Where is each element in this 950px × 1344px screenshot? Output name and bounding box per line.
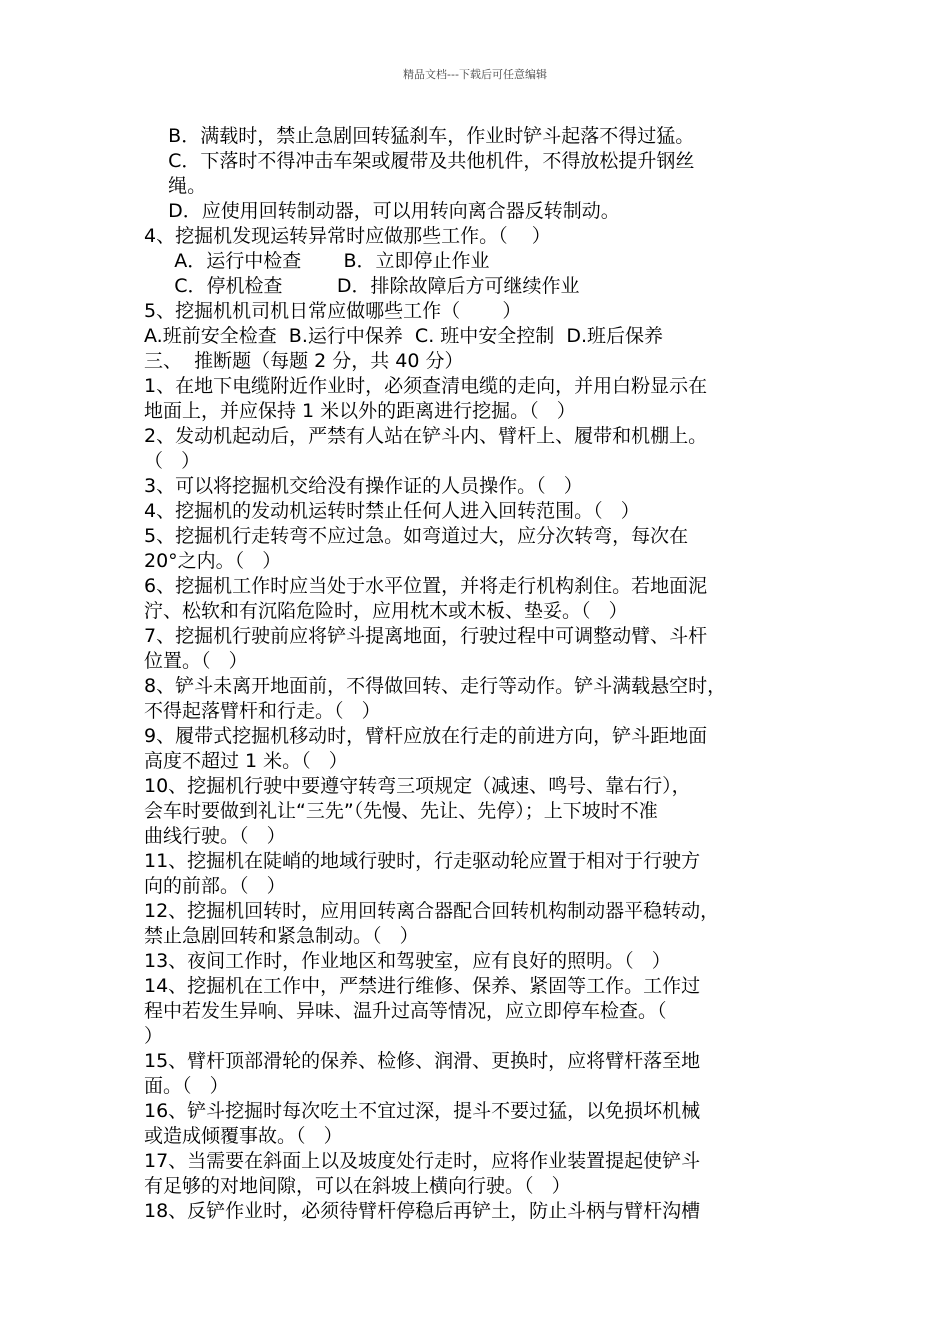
text-line: 16、铲斗挖掘时每次吃土不宜过深，提斗不要过猛，以免损坏机械	[144, 1100, 701, 1122]
text-line: 禁止急剧回转和紧急制动。（ ）	[144, 925, 419, 947]
text-line: 6、挖掘机工作时应当处于水平位置，并将走行机构刹住。若地面泥	[144, 575, 708, 597]
text-line: A．运行中检查 B．立即停止作业	[144, 250, 490, 272]
text-line: 15、臂杆顶部滑轮的保养、检修、润滑、更换时，应将臂杆落至地	[144, 1050, 701, 1072]
text-line: 12、挖掘机回转时，应用回转离合器配合回转机构制动器平稳转动，	[144, 900, 720, 922]
text-line: 不得起落臂杆和行走。（ ）	[144, 700, 381, 722]
document-body	[144, 124, 824, 1224]
text-line: 13、夜间工作时，作业地区和驾驶室，应有良好的照明。（ ）	[144, 950, 671, 972]
text-line: 8、铲斗未离开地面前，不得做回转、走行等动作。铲斗满载悬空时，	[144, 675, 727, 697]
text-line: 向的前部。（ ）	[144, 875, 286, 897]
text-line: 2、发动机起动后，严禁有人站在铲斗内、臂杆上、履带和机棚上。	[144, 425, 708, 447]
text-line: B．满载时，禁止急剧回转猛刹车，作业时铲斗起落不得过猛。	[144, 125, 695, 147]
text-line: 位置。（ ）	[144, 650, 248, 672]
text-line: 10、挖掘机行驶中要遵守转弯三项规定（减速、鸣号、靠右行），	[144, 775, 691, 797]
text-line: D．应使用回转制动器，可以用转向离合器反转制动。	[144, 200, 620, 222]
text-line: 17、当需要在斜面上以及坡度处行走时，应将作业装置提起使铲斗	[144, 1150, 701, 1172]
text-line: 18、反铲作业时，必须待臂杆停稳后再铲土，防止斗柄与臂杆沟槽	[144, 1200, 701, 1222]
text-line: 4、挖掘机发现运转异常时应做那些工作。（ ）	[144, 225, 551, 247]
text-line: 程中若发生异响、异味、温升过高等情况，应立即停车检查。（	[144, 1000, 667, 1022]
text-line: 三、 推断题（每题 2 分，共 40 分）	[144, 350, 464, 372]
text-line: 4、挖掘机的发动机运转时禁止任何人进入回转范围。（ ）	[144, 500, 640, 522]
text-line: C．停机检查 D．排除故障后方可继续作业	[144, 275, 580, 297]
text-line: 有足够的对地间隙，可以在斜坡上横向行驶。（ ）	[144, 1175, 571, 1197]
text-line: 地面上，并应保持 1 米以外的距离进行挖掘。（ ）	[144, 400, 576, 422]
text-line: 11、挖掘机在陡峭的地域行驶时，行走驱动轮应置于相对于行驶方	[144, 850, 701, 872]
text-line: C．下落时不得冲击车架或履带及共他机件，不得放松提升钢丝	[144, 150, 695, 172]
text-line: 9、履带式挖掘机移动时，臂杆应放在行走的前进方向，铲斗距地面	[144, 725, 708, 747]
text-line: 泞、松软和有沉陷危险时，应用枕木或木板、垫妥。（ ）	[144, 600, 628, 622]
text-line: 高度不超过 1 米。（ ）	[144, 750, 348, 772]
text-line: 或造成倾覆事故。（ ）	[144, 1125, 343, 1147]
text-line: 20°之内。（ ）	[144, 550, 282, 572]
text-line: 14、挖掘机在工作中，严禁进行维修、保养、紧固等工作。工作过	[144, 975, 701, 997]
text-line: 3、可以将挖掘机交给没有操作证的人员操作。（ ）	[144, 475, 583, 497]
text-line: 绳。	[144, 175, 207, 197]
text-line: 会车时要做到礼让“三先”（先慢、先让、先停）；上下坡时不准	[144, 800, 658, 822]
text-line: 5、挖掘机机司机日常应做哪些工作（ ）	[144, 300, 522, 322]
text-line: 面。（ ）	[144, 1075, 229, 1097]
text-line: 曲线行驶。（ ）	[144, 825, 286, 847]
text-line: 7、挖掘机行驶前应将铲斗提离地面，行驶过程中可调整动臂、斗杆	[144, 625, 708, 647]
text-line: 1、在地下电缆附近作业时，必须查清电缆的走向，并用白粉显示在	[144, 375, 708, 397]
text-line: A.班前安全检查 B.运行中保养 C. 班中安全控制 D.班后保养	[144, 325, 664, 347]
page-header: 精品文档---下载后可任意编辑	[403, 68, 547, 81]
text-line: ）	[144, 1025, 164, 1047]
text-line: （ ）	[144, 450, 201, 472]
text-line: 5、挖掘机行走转弯不应过急。如弯道过大，应分次转弯，每次在	[144, 525, 689, 547]
